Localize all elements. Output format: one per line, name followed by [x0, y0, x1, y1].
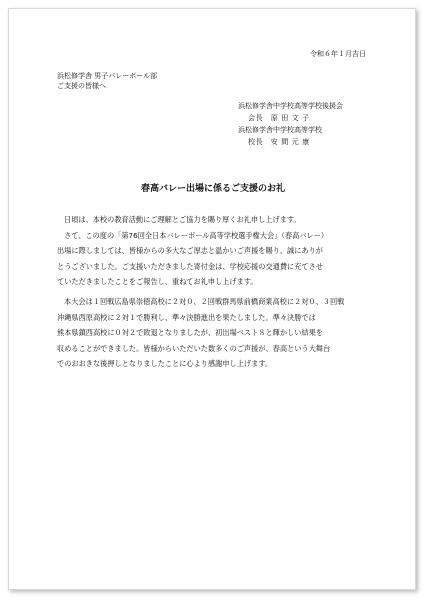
document-title: 春高バレー出場に係るご支援のお礼 [140, 184, 285, 194]
body-paragraph-3: 本大会は１回戦広島県崇徳高校に２対０、２回戦群馬県前橋商業高校に２対０、３回戦 沖縄県西原高校に２対１で勝利し、準々決勝進出を果たしました。準々決勝では 熊本県鎮西高校に０対２で敗退となりましたが、初出場ベスト８と輝かしい結果を 収めることができました。皆様からいただいた数多くのご声援が、春高という大舞台 でのおおきな後押しとなりましたことに心より感謝申し上げます。 [57, 296, 345, 369]
body-paragraph-2: さて、この度の「第76回全日本バレーボール高等学校選手権大会」（春高バレー） 出場に際しましては、皆様からの多大なご厚志と温かいご声援を賜り、誠にありが とうございました。ご支援いただきました寄付金は、学校応援の交通費に充てさせ ていただきましたことをご報告し、重ねてお礼申し上げます。 [57, 230, 329, 287]
recipient-line-1: 浜松修学舎 男子バレーボール部 [57, 72, 158, 80]
sender-org-2: 浜松修学舎中学校高等学校 [238, 126, 322, 134]
document-date: 令和６年１月吉日 [310, 50, 366, 58]
recipient-line-2: ご支援の皆様へ [57, 82, 106, 90]
sender-org-1: 浜松修学舎中学校高等学校後援会 [238, 102, 343, 110]
sender-chair-2: 校長 安 間 元 康 [248, 138, 310, 146]
document-body [57, 212, 373, 372]
body-paragraph-1: 日頃は、本校の教育活動にご理解とご協力を賜り厚くお礼申し上げます。 [64, 215, 301, 224]
recipient-block [57, 71, 157, 91]
sender-block [238, 100, 343, 148]
sender-chair-1: 会長 原 田 文 子 [248, 114, 310, 122]
